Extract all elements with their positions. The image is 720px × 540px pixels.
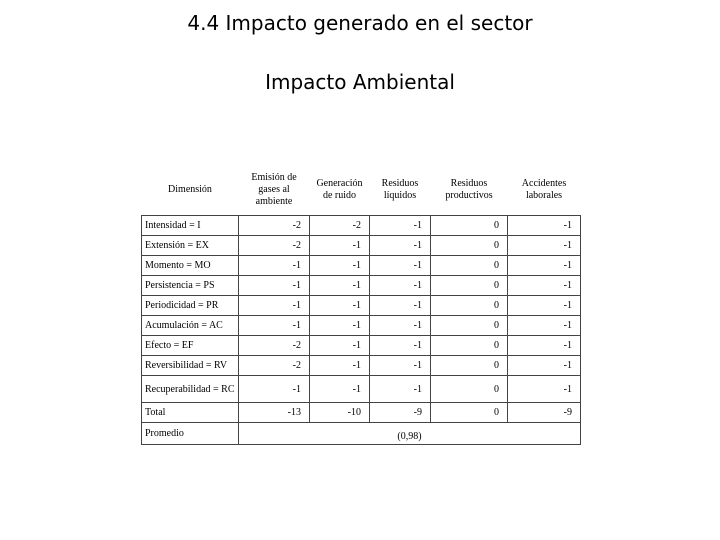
table-cell: -1 — [370, 376, 431, 403]
table-cell: -1 — [239, 316, 310, 336]
table-cell: 0 — [431, 403, 508, 423]
table-cell: -2 — [239, 336, 310, 356]
table-cell: -1 — [370, 256, 431, 276]
header-liquid-waste: Residuos líquidos — [381, 178, 419, 201]
row-label: Total — [142, 403, 239, 423]
table-header-row — [142, 165, 581, 216]
table-cell: 0 — [431, 356, 508, 376]
table-cell: -2 — [310, 216, 370, 236]
table-row — [142, 336, 581, 356]
table-cell: -1 — [370, 316, 431, 336]
table-cell: -1 — [370, 336, 431, 356]
row-label: Recuperabilidad = RC — [142, 376, 239, 403]
header-productive-waste: Residuos productivos — [445, 178, 493, 201]
table-cell: -1 — [508, 336, 581, 356]
table-cell: -1 — [508, 276, 581, 296]
table-row — [142, 236, 581, 256]
table-cell: -2 — [239, 216, 310, 236]
row-label: Extensión = EX — [142, 236, 239, 256]
table-row — [142, 276, 581, 296]
table-cell: -1 — [370, 236, 431, 256]
header-dimension: Dimensión — [168, 184, 212, 195]
table-cell: -1 — [508, 236, 581, 256]
table-cell: -1 — [239, 376, 310, 403]
table-cell: -1 — [239, 276, 310, 296]
table-cell: -1 — [239, 296, 310, 316]
row-label: Reversibilidad = RV — [142, 356, 239, 376]
header-noise: Generación de ruido — [316, 178, 363, 201]
table-row — [142, 296, 581, 316]
table-cell: 0 — [431, 336, 508, 356]
table-cell: -9 — [370, 403, 431, 423]
table-cell: -1 — [310, 256, 370, 276]
table-cell: 0 — [431, 296, 508, 316]
table-cell: -1 — [370, 276, 431, 296]
table-cell: -13 — [239, 403, 310, 423]
table-cell: -1 — [310, 236, 370, 256]
row-label: Periodicidad = PR — [142, 296, 239, 316]
table-cell: 0 — [431, 216, 508, 236]
row-label: Efecto = EF — [142, 336, 239, 356]
table-cell: -10 — [310, 403, 370, 423]
table-cell: -1 — [310, 276, 370, 296]
table-cell: -1 — [239, 256, 310, 276]
row-label: Momento = MO — [142, 256, 239, 276]
page-title: 4.4 Impacto generado en el sector — [187, 11, 533, 35]
table-cell: 0 — [431, 276, 508, 296]
table-cell: -1 — [508, 316, 581, 336]
table-cell: -1 — [370, 356, 431, 376]
table-cell: 0 — [431, 256, 508, 276]
table-cell: 0 — [431, 376, 508, 403]
table-cell: -1 — [508, 256, 581, 276]
total-row — [142, 403, 581, 423]
average-value: (0,98) — [239, 423, 581, 445]
table-cell: -2 — [239, 356, 310, 376]
table-cell: -1 — [310, 296, 370, 316]
table-cell: -9 — [508, 403, 581, 423]
table-cell: -1 — [370, 296, 431, 316]
table-cell: 0 — [431, 316, 508, 336]
row-label: Promedio — [142, 423, 239, 445]
row-label: Persistencia = PS — [142, 276, 239, 296]
table-cell: -1 — [310, 336, 370, 356]
table-row — [142, 256, 581, 276]
table-cell: -2 — [239, 236, 310, 256]
table-cell: -1 — [508, 356, 581, 376]
table-cell: -1 — [310, 316, 370, 336]
section-subtitle: Impacto Ambiental — [265, 70, 455, 94]
header-accidents: Accidentes laborales — [521, 178, 567, 201]
table-cell: -1 — [370, 216, 431, 236]
table-row — [142, 356, 581, 376]
table-row — [142, 216, 581, 236]
table-cell: -1 — [310, 376, 370, 403]
table-cell: -1 — [508, 296, 581, 316]
row-label: Intensidad = I — [142, 216, 239, 236]
header-emission: Emisión de gases al ambiente — [251, 172, 297, 207]
row-label: Acumulación = AC — [142, 316, 239, 336]
table-cell: -1 — [508, 216, 581, 236]
table-cell: -1 — [310, 356, 370, 376]
table-row — [142, 376, 581, 403]
average-row — [142, 423, 581, 445]
impact-table — [141, 165, 581, 445]
table-cell: -1 — [508, 376, 581, 403]
table-row — [142, 316, 581, 336]
table-cell: 0 — [431, 236, 508, 256]
